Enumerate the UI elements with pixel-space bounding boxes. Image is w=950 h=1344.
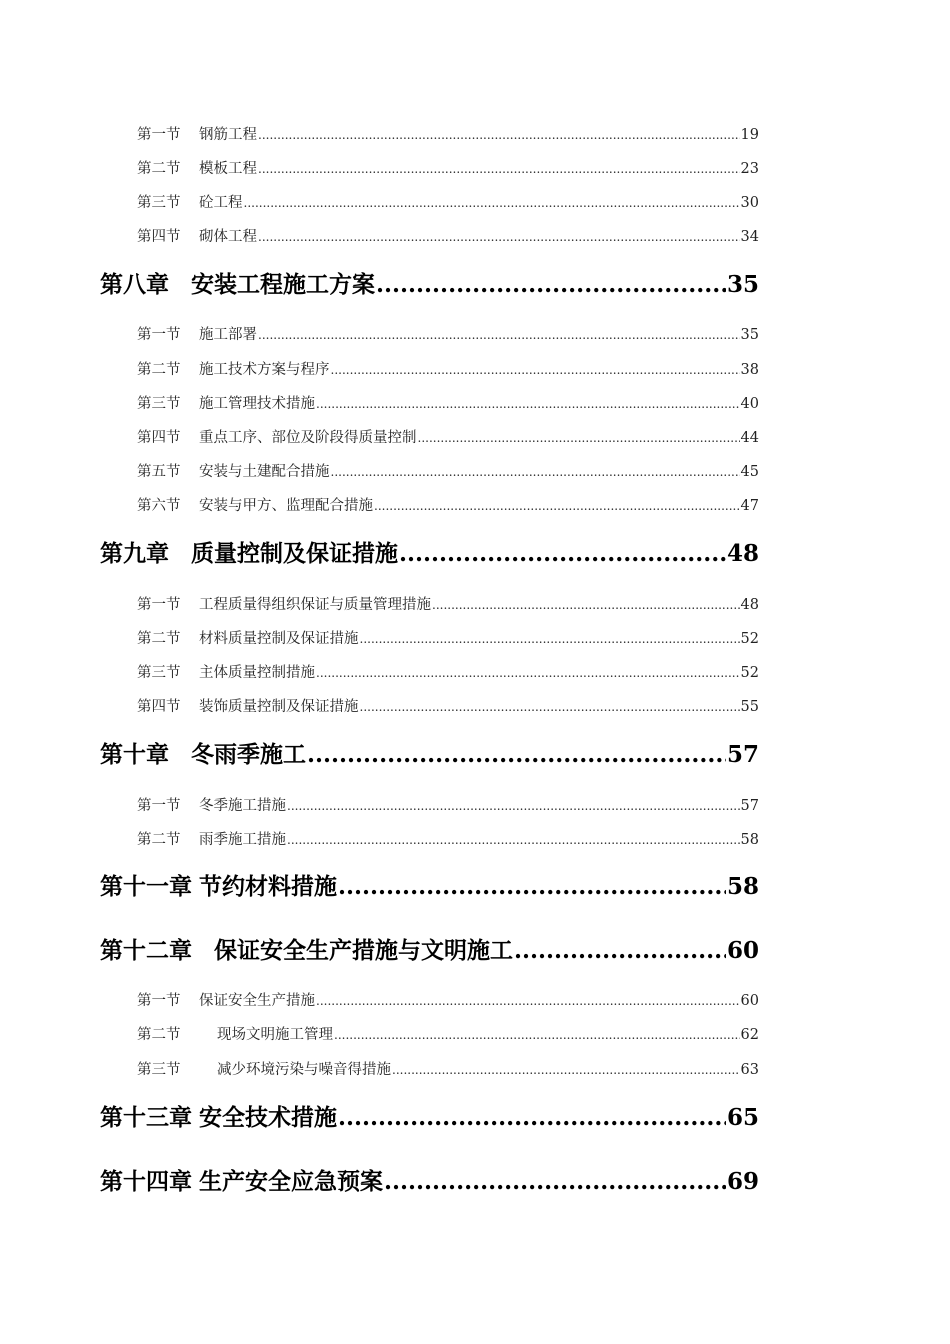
section-title: 施工技术方案与程序 — [199, 362, 330, 378]
dot-leader — [360, 628, 740, 650]
section-title: 钢筋工程 — [199, 127, 257, 143]
toc-section-entry[interactable] — [137, 192, 759, 214]
toc-chapter-entry[interactable] — [100, 934, 759, 968]
page-number: 23 — [740, 161, 759, 177]
toc-section-entry[interactable] — [137, 795, 759, 817]
dot-leader — [432, 594, 740, 616]
section-title: 施工管理技术措施 — [199, 396, 315, 412]
dot-leader — [338, 870, 726, 904]
chapter-title: 质量控制及保证措施 — [191, 540, 398, 567]
section-number: 第二节 — [137, 362, 181, 378]
toc-chapter-entry[interactable] — [100, 1101, 759, 1135]
page-number: 34 — [740, 229, 759, 245]
section-number: 第三节 — [137, 1062, 181, 1078]
dot-leader — [258, 124, 740, 146]
section-title: 材料质量控制及保证措施 — [199, 631, 359, 647]
section-title: 模板工程 — [199, 161, 257, 177]
page-number: 58 — [740, 832, 759, 848]
section-number: 第六节 — [137, 498, 181, 514]
section-title: 工程质量得组织保证与质量管理措施 — [199, 597, 431, 613]
toc-section-entry[interactable] — [137, 158, 759, 180]
chapter-number: 第十章 — [100, 741, 169, 768]
dot-leader — [338, 1101, 726, 1135]
section-title: 安装与甲方、监理配合措施 — [199, 498, 373, 514]
chapter-title: 生产安全应急预案 — [199, 1168, 383, 1195]
chapter-number: 第十一章 — [100, 873, 192, 900]
dot-leader — [376, 268, 726, 302]
dot-leader — [384, 1165, 726, 1199]
section-title: 砼工程 — [199, 195, 243, 211]
section-number: 第二节 — [137, 631, 181, 647]
section-number: 第四节 — [137, 430, 181, 446]
section-title: 砌体工程 — [199, 229, 257, 245]
toc-section-entry[interactable] — [137, 1059, 759, 1081]
section-number: 第五节 — [137, 464, 181, 480]
chapter-title: 安装工程施工方案 — [191, 271, 375, 298]
page-number: 60 — [726, 937, 759, 964]
section-title: 装饰质量控制及保证措施 — [199, 699, 359, 715]
dot-leader — [258, 324, 740, 346]
toc-section-entry[interactable] — [137, 495, 759, 517]
page-number: 52 — [740, 631, 759, 647]
section-number: 第二节 — [137, 832, 181, 848]
dot-leader — [374, 495, 740, 517]
page-number: 40 — [740, 396, 759, 412]
dot-leader — [287, 795, 740, 817]
section-number: 第三节 — [137, 396, 181, 412]
toc-chapter-entry[interactable] — [100, 1165, 759, 1199]
dot-leader — [287, 829, 740, 851]
section-number: 第一节 — [137, 993, 181, 1009]
toc-section-entry[interactable] — [137, 324, 759, 346]
section-number: 第一节 — [137, 327, 181, 343]
toc-chapter-entry[interactable] — [100, 537, 759, 571]
toc-section-entry[interactable] — [137, 461, 759, 483]
page-number: 62 — [740, 1027, 759, 1043]
toc-section-entry[interactable] — [137, 124, 759, 146]
section-number: 第一节 — [137, 798, 181, 814]
dot-leader — [360, 696, 740, 718]
chapter-title: 保证安全生产措施与文明施工 — [214, 937, 513, 964]
page-number: 57 — [726, 741, 759, 768]
dot-leader — [331, 461, 740, 483]
dot-leader — [258, 158, 740, 180]
section-title: 保证安全生产措施 — [199, 993, 315, 1009]
chapter-title: 冬雨季施工 — [191, 741, 306, 768]
page-number: 55 — [740, 699, 759, 715]
dot-leader — [258, 226, 740, 248]
toc-section-entry[interactable] — [137, 427, 759, 449]
chapter-number: 第八章 — [100, 271, 169, 298]
section-title: 减少环境污染与噪音得措施 — [217, 1062, 391, 1078]
page-number: 48 — [740, 597, 759, 613]
toc-section-entry[interactable] — [137, 594, 759, 616]
dot-leader — [316, 990, 740, 1012]
toc-chapter-entry[interactable] — [100, 870, 759, 904]
toc-section-entry[interactable] — [137, 1024, 759, 1046]
section-number: 第三节 — [137, 665, 181, 681]
section-title: 主体质量控制措施 — [199, 665, 315, 681]
section-number: 第四节 — [137, 699, 181, 715]
page-number: 58 — [726, 873, 759, 900]
page-number: 19 — [740, 127, 759, 143]
page-number: 60 — [740, 993, 759, 1009]
section-number: 第一节 — [137, 127, 181, 143]
chapter-title: 节约材料措施 — [199, 873, 337, 900]
section-number: 第二节 — [137, 1027, 181, 1043]
dot-leader — [331, 359, 740, 381]
dot-leader — [307, 738, 726, 772]
page-number: 47 — [740, 498, 759, 514]
chapter-number: 第十三章 — [100, 1104, 192, 1131]
page-number: 44 — [740, 430, 759, 446]
page-number: 30 — [740, 195, 759, 211]
dot-leader — [316, 393, 740, 415]
section-title: 安装与土建配合措施 — [199, 464, 330, 480]
section-number: 第三节 — [137, 195, 181, 211]
dot-leader — [316, 662, 740, 684]
toc-section-entry[interactable] — [137, 393, 759, 415]
section-number: 第二节 — [137, 161, 181, 177]
section-title: 现场文明施工管理 — [217, 1027, 333, 1043]
chapter-title: 安全技术措施 — [199, 1104, 337, 1131]
page-number: 57 — [740, 798, 759, 814]
page-number: 45 — [740, 464, 759, 480]
page-number: 48 — [726, 540, 759, 567]
dot-leader — [334, 1024, 740, 1046]
section-title: 冬季施工措施 — [199, 798, 286, 814]
dot-leader — [514, 934, 726, 968]
page-number: 35 — [726, 271, 759, 298]
toc-section-entry[interactable] — [137, 990, 759, 1012]
toc-section-entry[interactable] — [137, 226, 759, 248]
toc-chapter-entry[interactable] — [100, 738, 759, 772]
chapter-number: 第十二章 — [100, 937, 192, 964]
toc-section-entry[interactable] — [137, 696, 759, 718]
chapter-number: 第十四章 — [100, 1168, 192, 1195]
page-number: 35 — [740, 327, 759, 343]
toc-section-entry[interactable] — [137, 662, 759, 684]
dot-leader — [244, 192, 740, 214]
section-title: 施工部署 — [199, 327, 257, 343]
toc-chapter-entry[interactable] — [100, 268, 759, 302]
page-number: 38 — [740, 362, 759, 378]
dot-leader — [418, 427, 740, 449]
dot-leader — [392, 1059, 740, 1081]
page-number: 65 — [726, 1104, 759, 1131]
section-number: 第四节 — [137, 229, 181, 245]
dot-leader — [399, 537, 726, 571]
section-title: 重点工序、部位及阶段得质量控制 — [199, 430, 417, 446]
chapter-number: 第九章 — [100, 540, 169, 567]
page-number: 69 — [726, 1168, 759, 1195]
page-number: 63 — [740, 1062, 759, 1078]
toc-section-entry[interactable] — [137, 829, 759, 851]
toc-section-entry[interactable] — [137, 628, 759, 650]
section-title: 雨季施工措施 — [199, 832, 286, 848]
page-number: 52 — [740, 665, 759, 681]
toc-section-entry[interactable] — [137, 359, 759, 381]
section-number: 第一节 — [137, 597, 181, 613]
